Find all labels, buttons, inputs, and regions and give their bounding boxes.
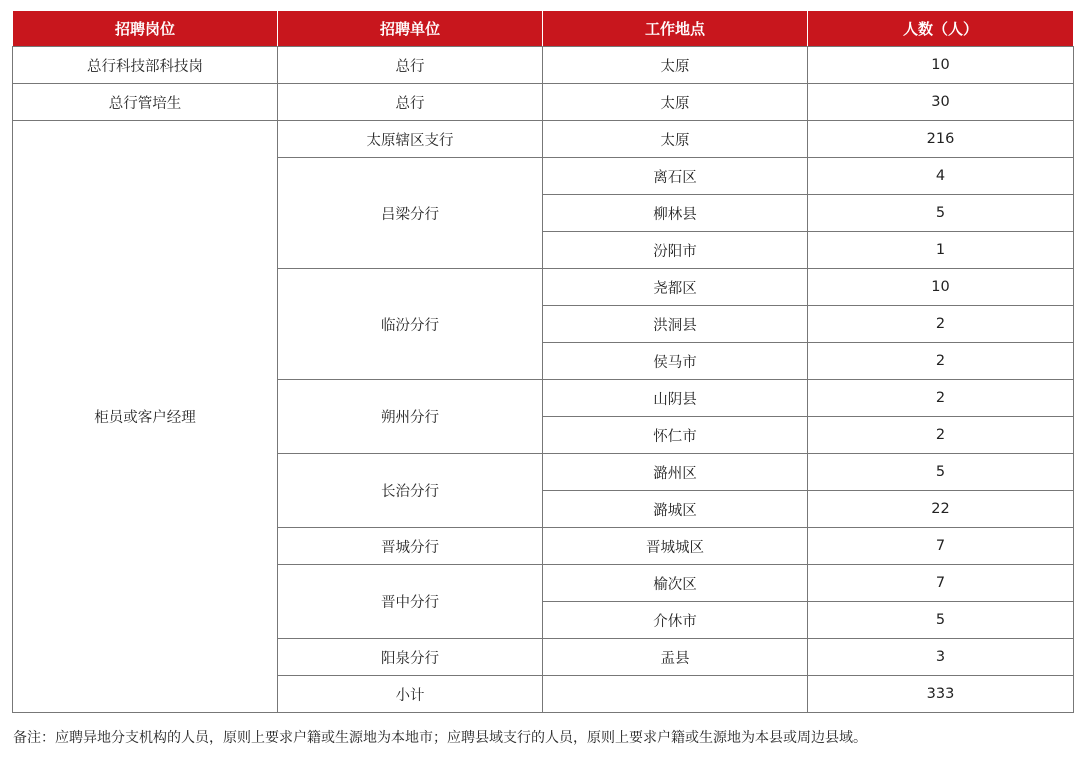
unit-cell: 阳泉分行 (278, 639, 543, 676)
subtotal-label: 小计 (278, 676, 543, 713)
count-cell: 7 (808, 565, 1074, 602)
unit-cell: 晋中分行 (278, 565, 543, 639)
subtotal-count: 333 (808, 676, 1074, 713)
location-cell: 介休市 (543, 602, 808, 639)
location-cell: 离石区 (543, 158, 808, 195)
unit-cell: 晋城分行 (278, 528, 543, 565)
count-cell: 10 (808, 47, 1074, 84)
location-cell: 山阴县 (543, 380, 808, 417)
unit-cell: 临汾分行 (278, 269, 543, 380)
header-unit: 招聘单位 (278, 11, 543, 47)
count-cell: 2 (808, 343, 1074, 380)
unit-cell: 朔州分行 (278, 380, 543, 454)
position-cell: 总行科技部科技岗 (13, 47, 278, 84)
count-cell: 30 (808, 84, 1074, 121)
location-cell: 洪洞县 (543, 306, 808, 343)
count-cell: 4 (808, 158, 1074, 195)
table-row (13, 84, 1074, 121)
count-cell: 2 (808, 417, 1074, 454)
count-cell: 3 (808, 639, 1074, 676)
position-cell: 柜员或客户经理 (13, 121, 278, 713)
recruitment-table (12, 10, 1074, 713)
count-cell: 2 (808, 306, 1074, 343)
header-row (13, 11, 1074, 47)
table-row (13, 47, 1074, 84)
location-cell: 盂县 (543, 639, 808, 676)
count-cell: 10 (808, 269, 1074, 306)
unit-cell: 太原辖区支行 (278, 121, 543, 158)
location-cell: 太原 (543, 121, 808, 158)
count-cell: 1 (808, 232, 1074, 269)
unit-cell: 长治分行 (278, 454, 543, 528)
count-cell: 5 (808, 195, 1074, 232)
subtotal-empty-cell (543, 676, 808, 713)
location-cell: 柳林县 (543, 195, 808, 232)
count-cell: 216 (808, 121, 1074, 158)
unit-cell: 总行 (278, 47, 543, 84)
location-cell: 潞州区 (543, 454, 808, 491)
header-location: 工作地点 (543, 11, 808, 47)
count-cell: 2 (808, 380, 1074, 417)
location-cell: 汾阳市 (543, 232, 808, 269)
location-cell: 潞城区 (543, 491, 808, 528)
position-cell: 总行管培生 (13, 84, 278, 121)
count-cell: 22 (808, 491, 1074, 528)
location-cell: 榆次区 (543, 565, 808, 602)
location-cell: 侯马市 (543, 343, 808, 380)
location-cell: 太原 (543, 47, 808, 84)
header-position: 招聘岗位 (13, 11, 278, 47)
count-cell: 5 (808, 454, 1074, 491)
count-cell: 5 (808, 602, 1074, 639)
table-row (13, 121, 1074, 158)
count-cell: 7 (808, 528, 1074, 565)
header-count: 人数（人） (808, 11, 1074, 47)
location-cell: 晋城城区 (543, 528, 808, 565)
location-cell: 尧都区 (543, 269, 808, 306)
location-cell: 怀仁市 (543, 417, 808, 454)
location-cell: 太原 (543, 84, 808, 121)
footnote: 备注：应聘异地分支机构的人员，原则上要求户籍或生源地为本地市；应聘县域支行的人员，原则上要求户籍或生源地为本县或周边县域。 (13, 730, 867, 746)
unit-cell: 总行 (278, 84, 543, 121)
unit-cell: 吕梁分行 (278, 158, 543, 269)
